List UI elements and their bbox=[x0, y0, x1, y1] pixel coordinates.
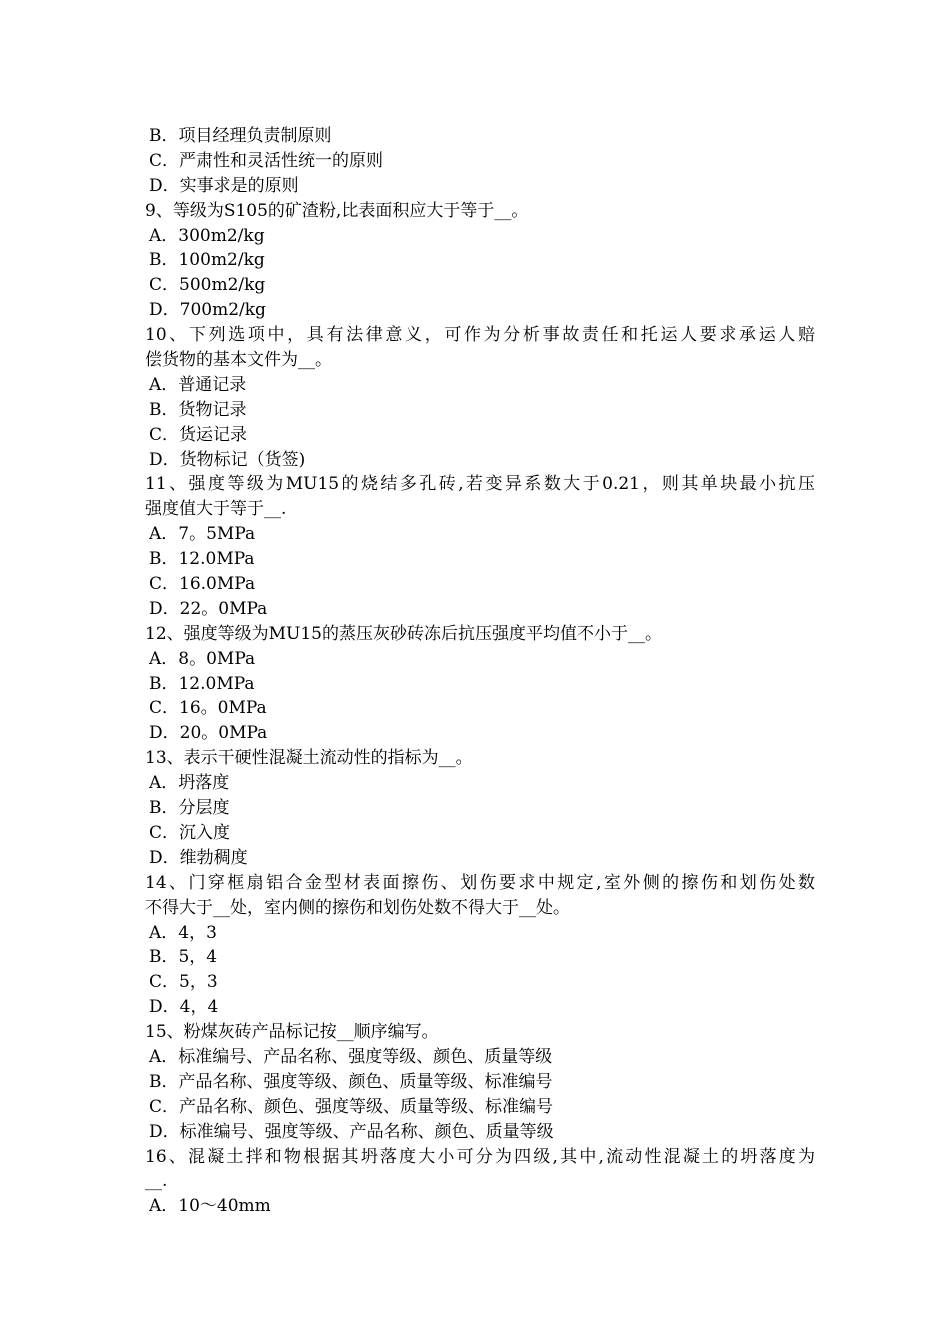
question bbox=[145, 472, 815, 522]
question-text-line: __. bbox=[145, 1171, 168, 1192]
question-text-line: 13、表示干硬性混凝土流动性的指标为__。 bbox=[145, 748, 473, 769]
answer-option: C．产品名称、颜色、强度等级、质量等级、标准编号 bbox=[149, 1096, 554, 1117]
answer-option: D．实事求是的原则 bbox=[149, 175, 299, 196]
answer-option: A．300m2/kg bbox=[149, 225, 265, 246]
question bbox=[145, 1145, 815, 1195]
answer-option: D．20。0MPa bbox=[149, 723, 268, 744]
question bbox=[145, 871, 815, 921]
question-text-line: 偿货物的基本文件为__。 bbox=[145, 350, 332, 371]
question bbox=[145, 746, 815, 771]
answer-option: B．12.0MPa bbox=[149, 673, 255, 694]
answer-option: C．16.0MPa bbox=[149, 574, 256, 595]
answer-option: D．22。0MPa bbox=[149, 598, 268, 619]
answer-option: B．项目经理负责制原则 bbox=[149, 126, 332, 146]
answer-option: A．坍落度 bbox=[149, 773, 230, 794]
question bbox=[145, 323, 815, 373]
question bbox=[145, 199, 815, 224]
answer-option: D．4，4 bbox=[149, 997, 219, 1018]
question-text-line: 12、强度等级为MU15的蒸压灰砂砖冻后抗压强度平均值不小于__。 bbox=[145, 623, 662, 644]
question-text-line: 强度值大于等于__. bbox=[145, 499, 287, 520]
answer-option: D．维勃稠度 bbox=[149, 847, 248, 868]
answer-option: B．100m2/kg bbox=[149, 250, 265, 271]
question bbox=[145, 1020, 815, 1045]
question-text-line: 不得大于__处，室内侧的擦伤和划伤处数不得大于__处。 bbox=[145, 897, 570, 918]
answer-option: C．沉入度 bbox=[149, 822, 231, 843]
answer-option: D．货物标记（货签) bbox=[149, 449, 306, 470]
answer-option: B．5，4 bbox=[149, 947, 218, 968]
question-text-line: 11、强度等级为MU15的烧结多孔砖,若变异系数大于0.21，则其单块最小抗压 bbox=[145, 474, 815, 495]
answer-option: C．5，3 bbox=[149, 972, 218, 993]
answer-option: B．12.0MPa bbox=[149, 549, 255, 570]
question-text-line: 10、下列选项中，具有法律意义，可作为分析事故责任和托运人要求承运人赔 bbox=[145, 325, 815, 346]
answer-option: A．4，3 bbox=[149, 922, 217, 943]
question-text-line: 15、粉煤灰砖产品标记按__顺序编写。 bbox=[145, 1022, 439, 1043]
answer-option: D．标准编号、强度等级、产品名称、颜色、质量等级 bbox=[149, 1121, 554, 1142]
answer-option: B．货物记录 bbox=[149, 399, 247, 420]
answer-option: D．700m2/kg bbox=[149, 300, 266, 321]
question-text-line: 16、混凝土拌和物根据其坍落度大小可分为四级,其中,流动性混凝土的坍落度为 bbox=[145, 1146, 815, 1167]
question-text-line: 9、等级为S105的矿渣粉,比表面积应大于等于__。 bbox=[145, 200, 529, 221]
answer-option: A．7。5MPa bbox=[149, 524, 256, 545]
document-page bbox=[145, 124, 815, 1219]
answer-option: C．16。0MPa bbox=[149, 698, 267, 719]
answer-option: A．标准编号、产品名称、强度等级、颜色、质量等级 bbox=[149, 1046, 553, 1067]
answer-option: B．产品名称、强度等级、颜色、质量等级、标准编号 bbox=[149, 1071, 553, 1092]
question-text-line: 14、门穿框扇铝合金型材表面擦伤、划伤要求中规定,室外侧的擦伤和划伤处数 bbox=[145, 872, 815, 893]
answer-option: A．8。0MPa bbox=[149, 648, 256, 669]
answer-option: A．10～40mm bbox=[149, 1196, 271, 1217]
answer-option: C．货运记录 bbox=[149, 424, 248, 445]
answer-option: A．普通记录 bbox=[149, 374, 247, 395]
answer-option: C．500m2/kg bbox=[149, 275, 266, 296]
answer-option: C．严肃性和灵活性统一的原则 bbox=[149, 150, 384, 171]
answer-option: B．分层度 bbox=[149, 798, 230, 819]
question bbox=[145, 622, 815, 647]
